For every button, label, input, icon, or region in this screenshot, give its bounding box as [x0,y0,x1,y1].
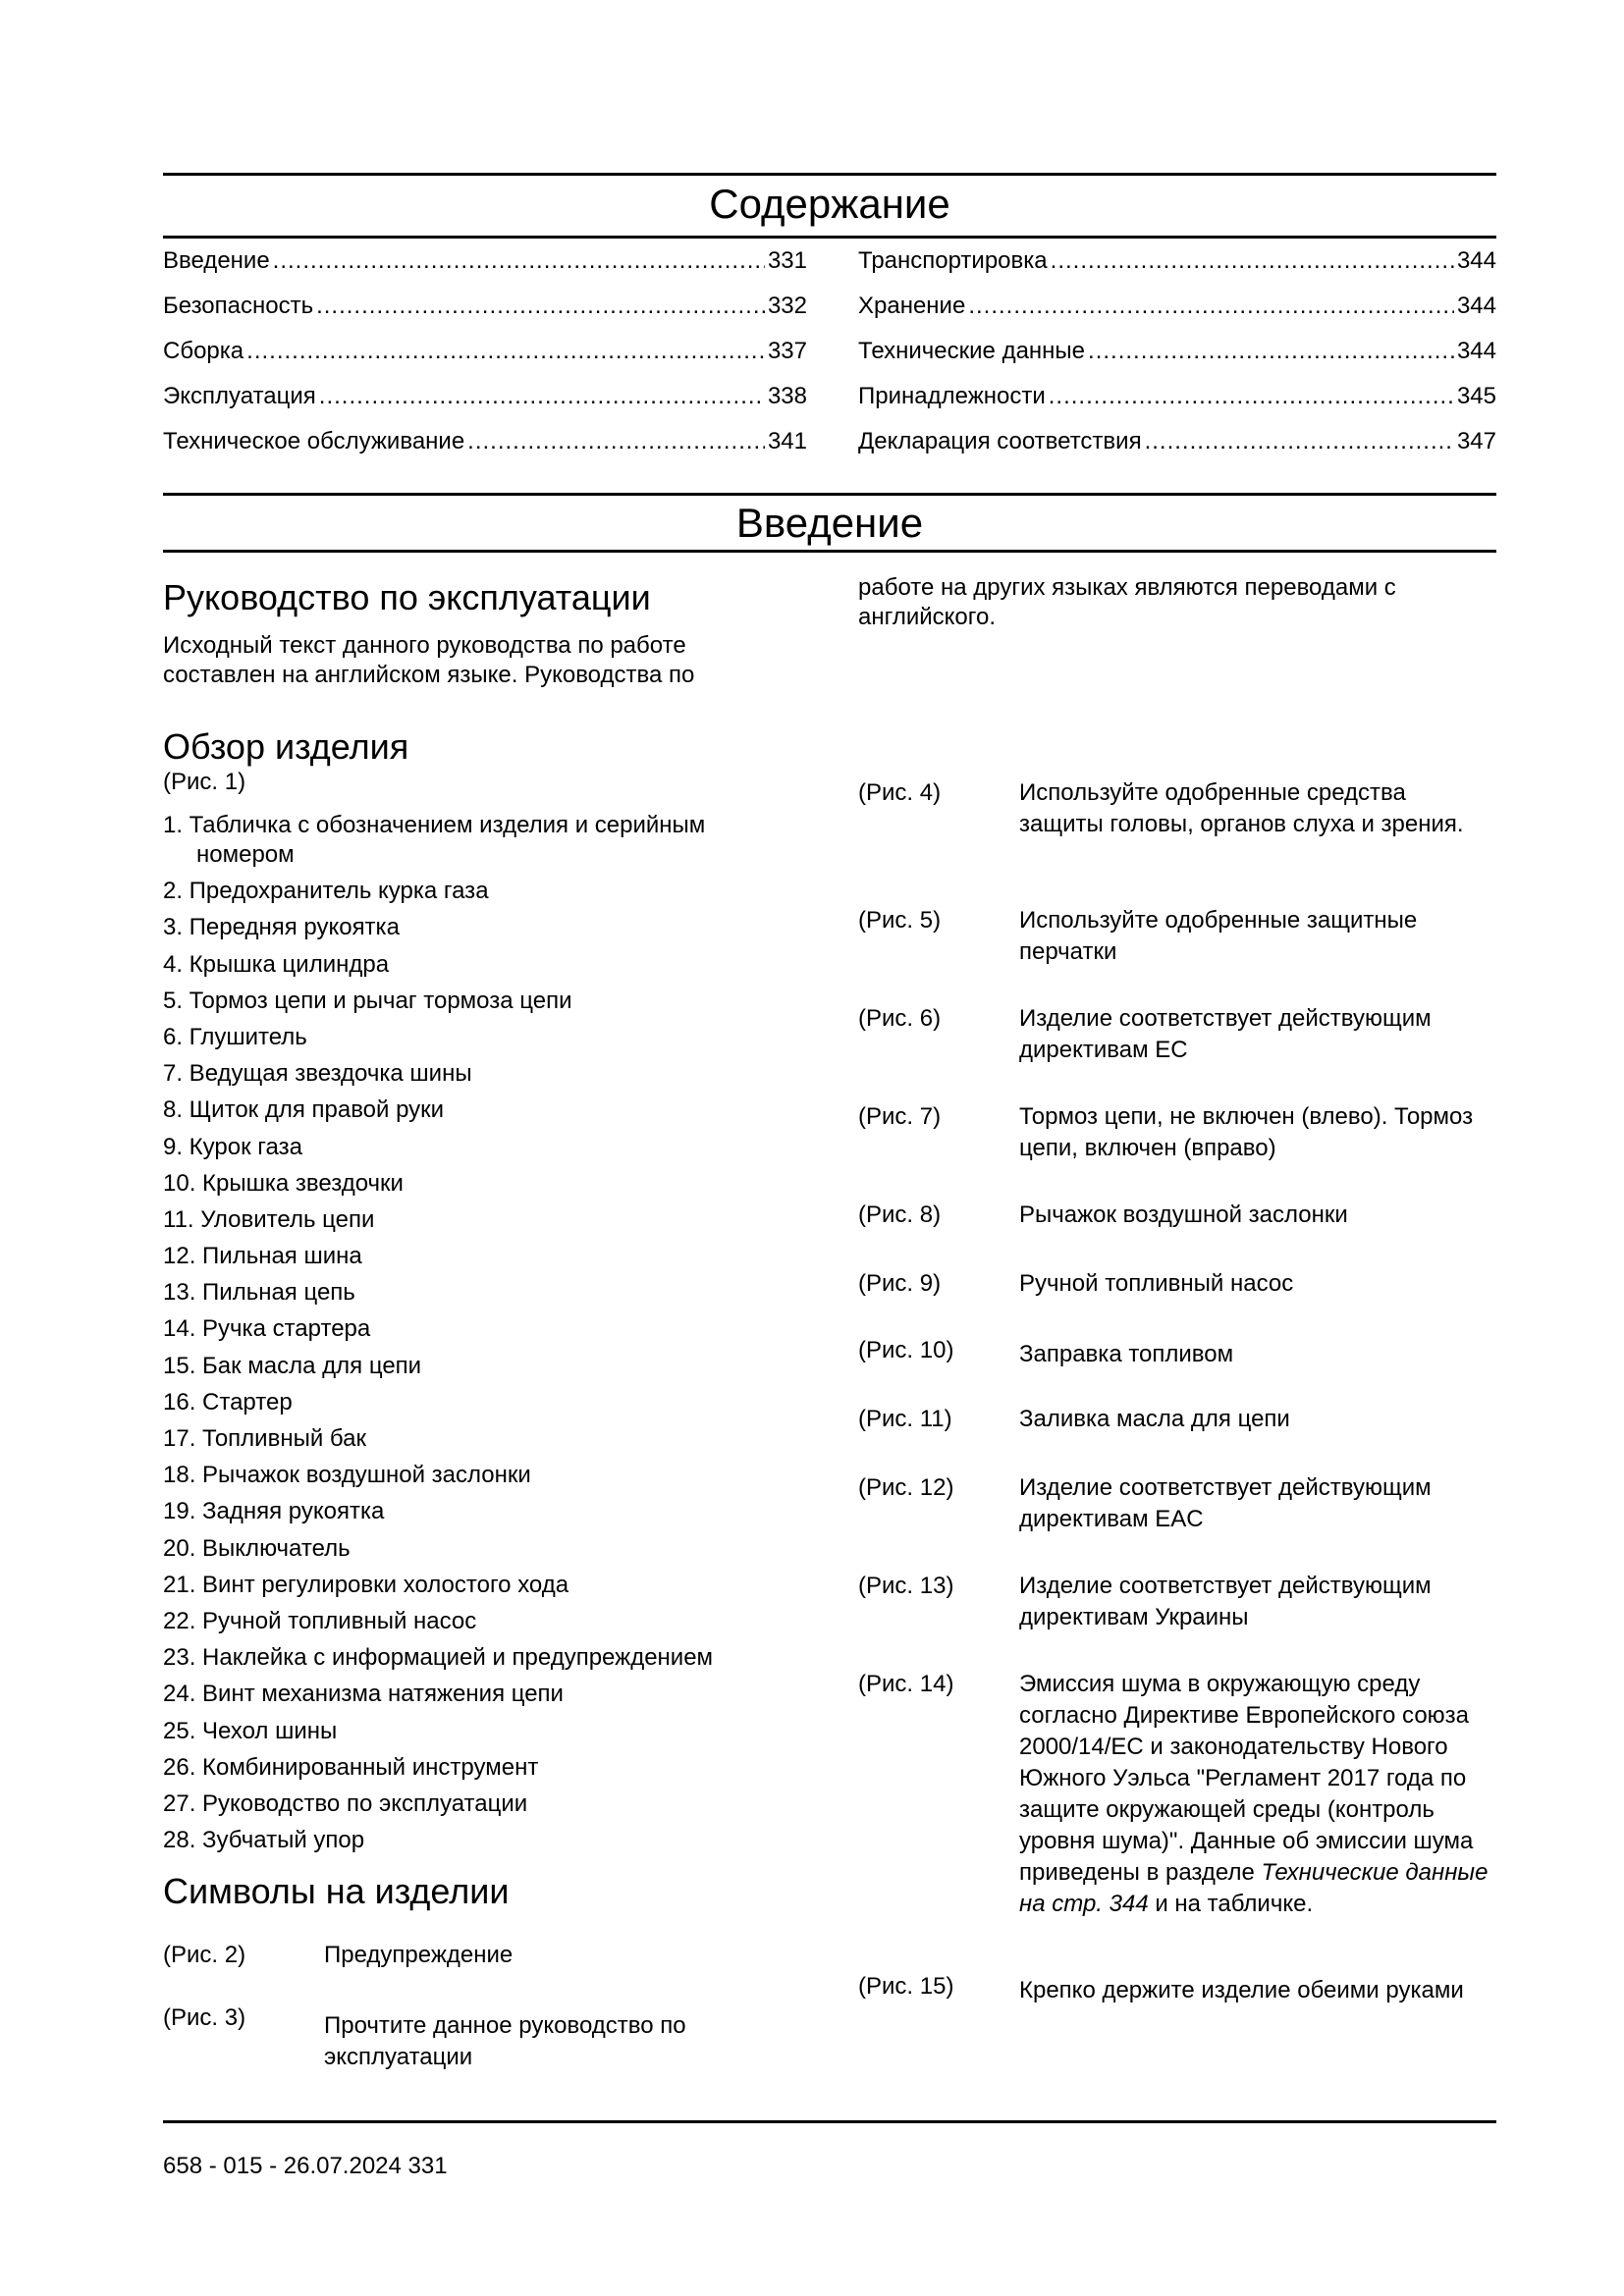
list-item: 6. Глушитель [163,1023,307,1050]
list-item: 8. Щиток для правой руки [163,1096,445,1124]
list-item: 22. Ручной топливный насос [163,1607,477,1634]
list-item: 26. Комбинированный инструмент [163,1753,539,1781]
toc-entry[interactable]: Эксплуатация ..... 338 [163,383,807,428]
list-item: 1. Табличка с обозначением изделия и серийным номером [163,812,706,868]
list-item: 21. Винт регулировки холостого хода [163,1571,569,1598]
symbols-heading: Символы на изделии [163,1871,510,1911]
symbol-figure-ref: (Рис. 2) [163,1942,246,1968]
intro-top-rule [163,493,1496,496]
symbol-description: Изделие соответствует действующим директивам EAC [1019,1474,1432,1532]
list-item: 24. Винт механизма натяжения цепи [163,1681,564,1708]
list-item: 11. Уловитель цепи [163,1205,375,1233]
list-item: 3. Передняя рукоятка [163,914,400,941]
symbol-figure-ref: (Рис. 7) [858,1103,942,1130]
toc-title: Содержание [709,181,950,227]
list-item: 12. Пильная шина [163,1243,362,1270]
toc-left-column [163,247,807,473]
list-item: 14. Ручка стартера [163,1315,371,1343]
intro-title-rule [163,550,1496,553]
list-item: 9. Курок газа [163,1133,302,1160]
symbol-description: Эмиссия шума в окружающую среду согласно Директиве Европейского союза 2000/14/EC и законодательству Нового Южного Уэльса "Регламент 2017 года по защите окружающей среды (контроль уровня шума)". Данные об эмиссии шума приведены в разделе Технические данные на стр. 344 и на табличке. [1019,1671,1489,1917]
symbol-figure-ref: (Рис. 15) [858,1973,954,2000]
symbol-figure-ref: (Рис. 9) [858,1270,942,1297]
tech-data-link[interactable]: Технические данные на стр. 344 [1019,1859,1489,1917]
list-item: 23. Наклейка с информацией и предупреждением [163,1644,714,1672]
symbol-figure-ref: (Рис. 3) [163,2004,246,2031]
symbol-description: Заливка масла для цепи [1019,1406,1290,1432]
list-item: 7. Ведущая звездочка шины [163,1060,472,1088]
top-rule [163,173,1496,176]
symbol-description: Заправка топливом [1019,1341,1234,1367]
list-item: 2. Предохранитель курка газа [163,878,489,905]
page-footer: 658 - 015 - 26.07.2024 331 [163,2153,448,2179]
list-item: 4. Крышка цилиндра [163,950,390,978]
list-item: 17. Топливный бак [163,1425,366,1452]
list-item: 19. Задняя рукоятка [163,1498,385,1525]
list-item: 27. Руководство по эксплуатации [163,1789,528,1817]
manual-text-left: Исходный текст данного руководства по работе составлен на английском языке. Руководства по [163,632,695,688]
list-item: 20. Выключатель [163,1534,351,1562]
list-item: 16. Стартер [163,1388,293,1415]
symbol-figure-ref: (Рис. 5) [858,907,942,934]
symbol-figure-ref: (Рис. 4) [858,779,942,806]
symbol-description: Ручной топливный насос [1019,1270,1294,1297]
symbol-description: Рычажок воздушной заслонки [1019,1201,1348,1228]
symbol-description: Используйте одобренные защитные перчатки [1019,907,1418,965]
footer-rule [163,2120,1496,2123]
symbol-figure-ref: (Рис. 6) [858,1005,942,1032]
toc-entry[interactable]: Принадлежности ..... 345 [858,383,1496,428]
toc-entry[interactable]: Хранение ..... 344 [858,293,1496,338]
list-item: 10. Крышка звездочки [163,1169,404,1197]
toc-entry[interactable]: Техническое обслуживание ..... 341 [163,428,807,473]
symbol-figure-ref: (Рис. 14) [858,1671,954,1697]
toc-entry[interactable]: Безопасность ..... 332 [163,293,807,338]
intro-title: Введение [735,500,924,546]
list-item: 28. Зубчатый упор [163,1827,365,1854]
list-item: 25. Чехол шины [163,1717,338,1744]
list-item: 13. Пильная цепь [163,1279,355,1307]
overview-heading: Обзор изделия [163,726,409,767]
list-item: 15. Бак масла для цепи [163,1352,422,1379]
toc-entry[interactable]: Декларация соответствия ..... 347 [858,428,1496,473]
manual-text-right: работе на других языках являются переводами с английского. [858,574,1396,630]
manual-heading: Руководство по эксплуатации [163,577,651,617]
overview-figure-ref: (Рис. 1) [163,769,246,795]
symbol-description: Изделие соответствует действующим директивам ЕС [1019,1005,1432,1063]
toc-entry[interactable]: Введение ..... 331 [163,247,807,293]
parts-list [163,811,791,1862]
toc-entry[interactable]: Транспортировка ..... 344 [858,247,1496,293]
symbol-figure-ref: (Рис. 13) [858,1573,954,1599]
symbol-description: Изделие соответствует действующим директивам Украины [1019,1573,1432,1630]
symbol-description: Тормоз цепи, не включен (влево). Тормоз цепи, включен (вправо) [1019,1103,1474,1161]
list-item: 18. Рычажок воздушной заслонки [163,1462,531,1489]
symbol-description: Крепко держите изделие обеими руками [1019,1977,1464,2003]
toc-entry[interactable]: Технические данные ..... 344 [858,338,1496,383]
symbol-figure-ref: (Рис. 8) [858,1201,942,1228]
list-item: 5. Тормоз цепи и рычаг тормоза цепи [163,987,572,1014]
symbol-description: Используйте одобренные средства защиты головы, органов слуха и зрения. [1019,779,1464,837]
toc-right-column [858,247,1496,473]
symbol-description: Предупреждение [324,1942,514,1968]
symbol-figure-ref: (Рис. 12) [858,1474,954,1501]
symbol-figure-ref: (Рис. 10) [858,1337,954,1363]
symbol-figure-ref: (Рис. 11) [858,1406,952,1432]
symbol-description: Прочтите данное руководство по эксплуатации [324,2012,686,2070]
toc-entry[interactable]: Сборка ..... 337 [163,338,807,383]
toc-title-rule [163,236,1496,239]
